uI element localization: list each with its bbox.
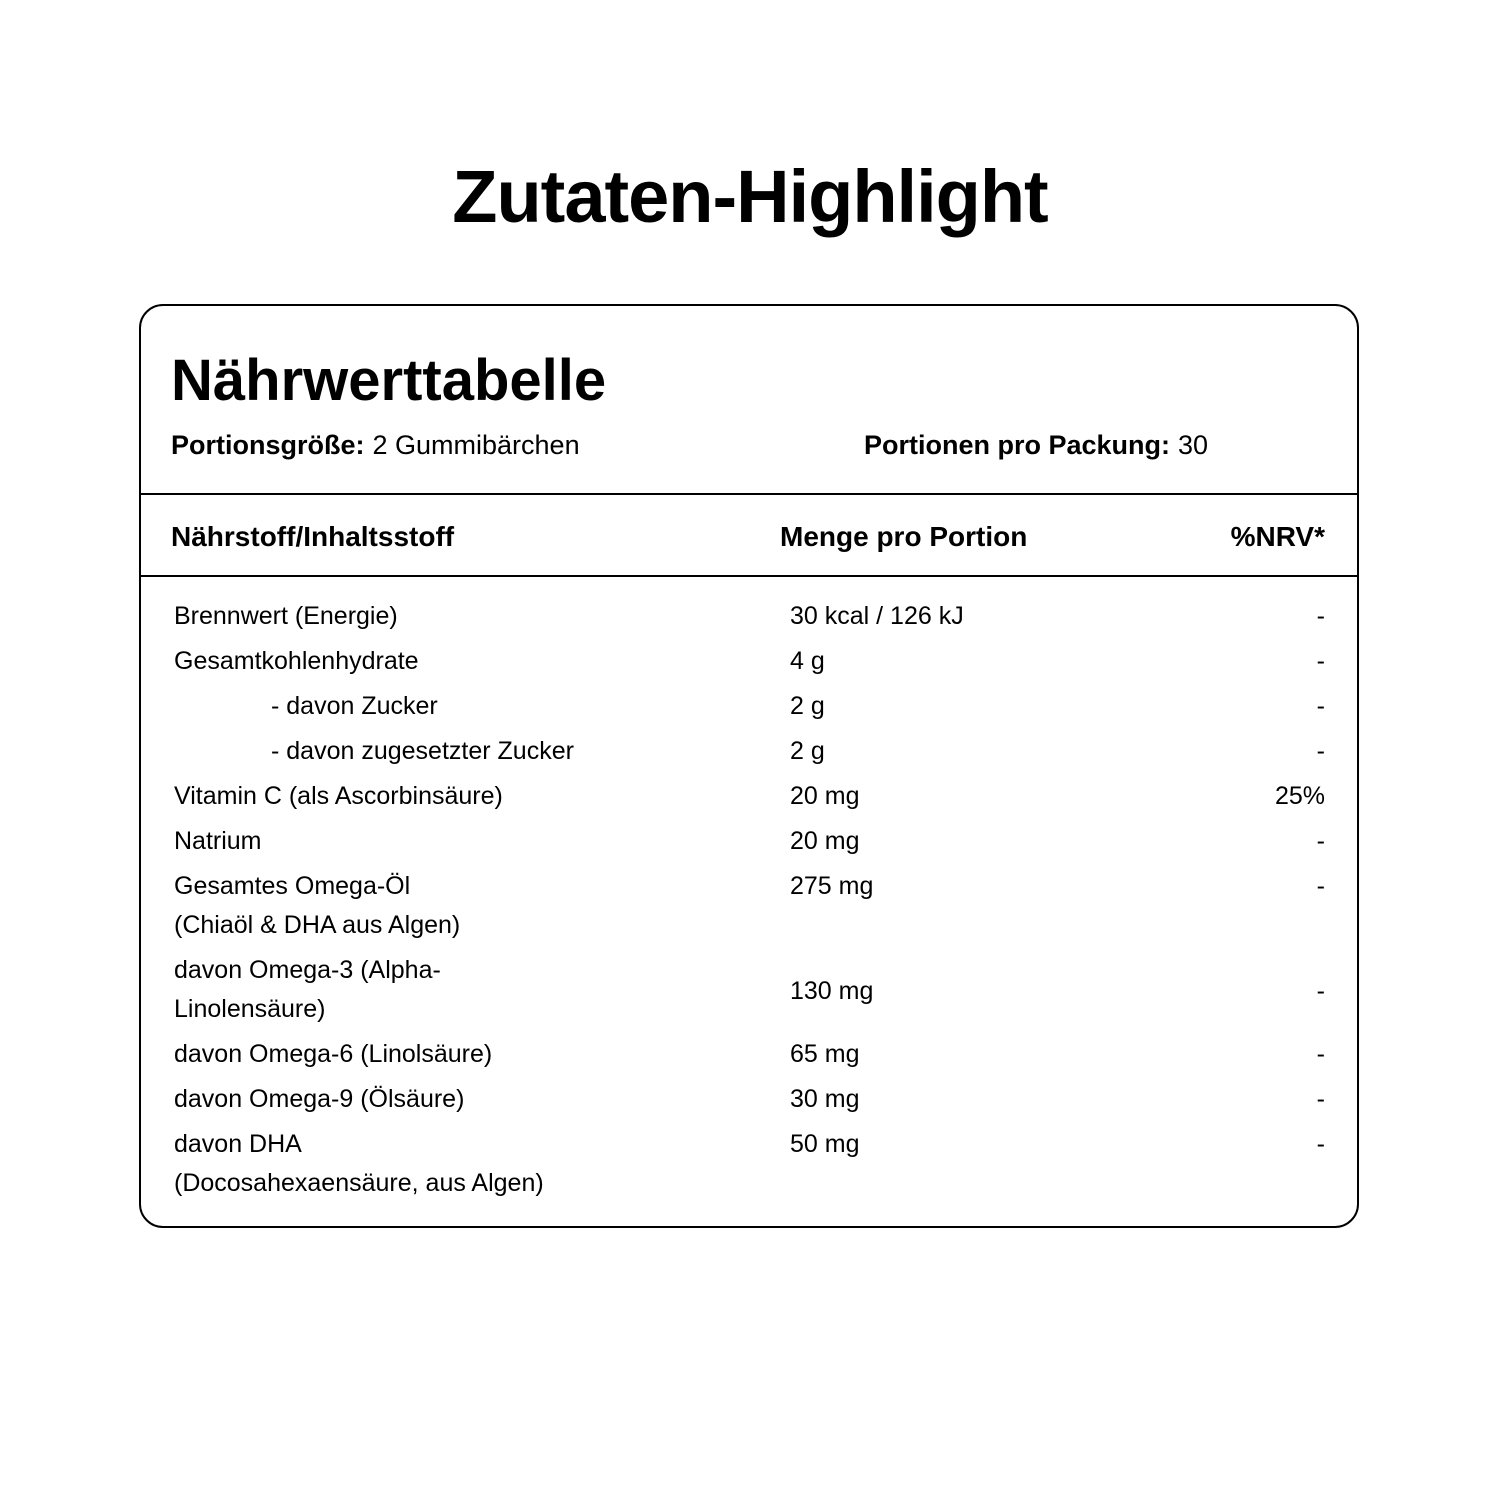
column-header-amount: Menge pro Portion [780, 521, 1028, 552]
table-row [141, 597, 1357, 636]
amount-value: 20 mg [790, 782, 860, 810]
nrv-value: - [1316, 692, 1325, 720]
column-header-nutrient: Nährstoff/Inhaltsstoff [171, 521, 455, 552]
nrv-value: - [1316, 872, 1325, 900]
table-row [141, 642, 1357, 681]
nutrient-name [174, 1035, 734, 1074]
nutrient-name-line: davon DHA [174, 1130, 302, 1158]
amount-value: 20 mg [790, 827, 860, 855]
nrv-value: - [1316, 977, 1325, 1005]
amount-value: 4 g [790, 647, 825, 675]
serving-size [171, 428, 580, 462]
nutrient-name-line: Vitamin C (als Ascorbinsäure) [174, 782, 503, 810]
amount-value: 50 mg [790, 1130, 860, 1158]
nrv-value: - [1316, 647, 1325, 675]
nutrient-name-line: (Docosahexaensäure, aus Algen) [174, 1169, 544, 1197]
nutrient-name-line: davon Omega-9 (Ölsäure) [174, 1085, 465, 1113]
amount-value: 30 kcal / 126 kJ [790, 602, 964, 630]
nutrient-name-line: Gesamtkohlenhydrate [174, 647, 419, 675]
nutrient-name-line: (Chiaöl & DHA aus Algen) [174, 911, 461, 939]
table-row [141, 687, 1357, 726]
nutrient-name [174, 951, 734, 1029]
table-title: Nährwerttabelle [171, 348, 607, 413]
nutrient-name [174, 642, 734, 681]
nutrient-name-line: Gesamtes Omega-Öl [174, 872, 411, 900]
page-title: Zutaten-Highlight [452, 155, 1048, 238]
amount-value: 65 mg [790, 1040, 860, 1068]
nutrient-name-line: davon Omega-3 (Alpha- [174, 956, 441, 984]
nutrient-name-line: Natrium [174, 827, 262, 855]
nutrient-name [271, 732, 831, 771]
nutrient-name [271, 687, 831, 726]
nutrition-table-card [139, 304, 1359, 1228]
table-row [141, 867, 1357, 945]
servings-per-package-label: Portionen pro Packung: [864, 430, 1171, 460]
nutrient-name [174, 822, 734, 861]
divider-header [141, 575, 1357, 577]
table-body [141, 597, 1357, 1209]
amount-value: 2 g [790, 737, 825, 765]
serving-size-value: 2 Gummibärchen [372, 430, 580, 460]
table-row [141, 951, 1357, 1029]
table-row [141, 732, 1357, 771]
amount-value: 30 mg [790, 1085, 860, 1113]
nutrient-name [174, 777, 734, 816]
servings-per-package [864, 428, 1208, 462]
nrv-value: - [1316, 1130, 1325, 1158]
nrv-value: - [1316, 827, 1325, 855]
divider-top [141, 493, 1357, 495]
nutrient-name-line: Linolensäure) [174, 995, 326, 1023]
nrv-value: - [1316, 1085, 1325, 1113]
table-row [141, 1035, 1357, 1074]
table-row [141, 822, 1357, 861]
serving-size-label: Portionsgröße: [171, 430, 365, 460]
table-row [141, 777, 1357, 816]
amount-value: 275 mg [790, 872, 874, 900]
nutrient-name [174, 597, 734, 636]
nrv-value: - [1316, 737, 1325, 765]
nutrient-name [174, 1125, 734, 1203]
nutrient-name [174, 1080, 734, 1119]
servings-per-package-value: 30 [1178, 430, 1209, 460]
nrv-value: - [1316, 1040, 1325, 1068]
nutrient-name [174, 867, 734, 945]
nutrient-name-line: - davon Zucker [271, 692, 438, 720]
amount-value: 2 g [790, 692, 825, 720]
nrv-value: - [1316, 602, 1325, 630]
nutrient-name-line: davon Omega-6 (Linolsäure) [174, 1040, 493, 1068]
column-header-nrv: %NRV* [1230, 521, 1325, 552]
table-row [141, 1125, 1357, 1203]
nrv-value: 25% [1274, 782, 1325, 810]
nutrient-name-line: Brennwert (Energie) [174, 602, 398, 630]
amount-value: 130 mg [790, 977, 874, 1005]
nutrient-name-line: - davon zugesetzter Zucker [271, 737, 574, 765]
table-row [141, 1080, 1357, 1119]
